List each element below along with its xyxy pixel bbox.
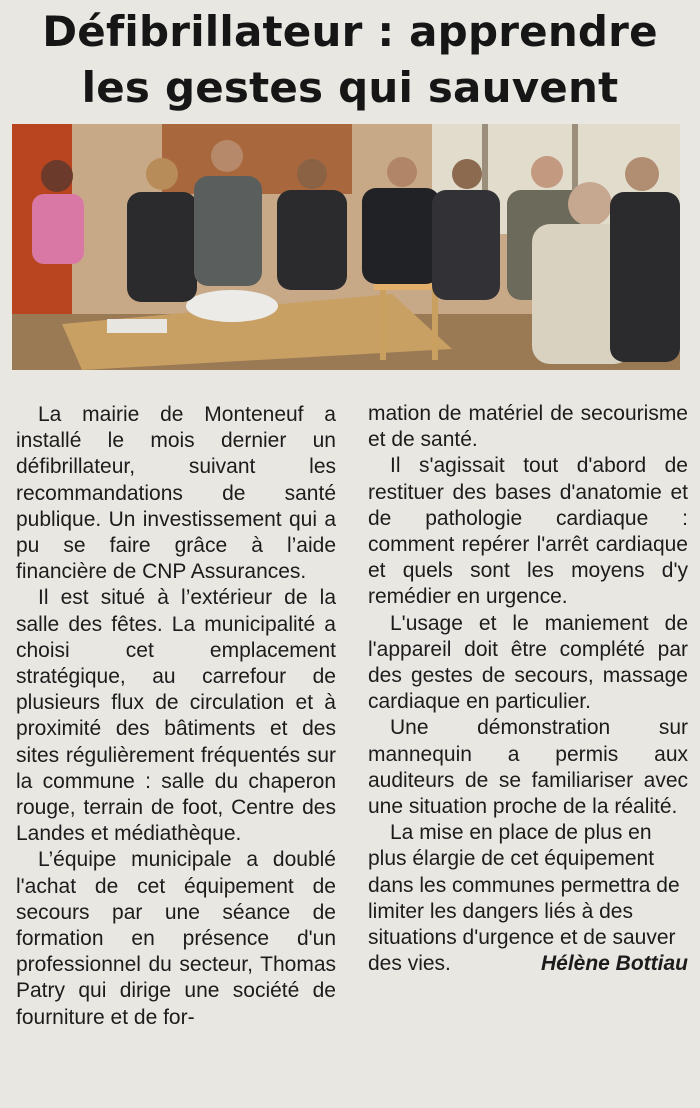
- article-column-left: [16, 402, 336, 1031]
- paragraph: L'usage et le maniement de l'appareil doit être complété par des gestes de secours, massage cardiaque en particulier.: [368, 611, 688, 714]
- paragraph: Une démonstration sur mannequin a permis aux auditeurs de se familiariser avec une situation proche de la réalité.: [368, 716, 688, 819]
- paragraph: L’équipe municipale a doublé l'achat de cet équipement de secours par une séance de formation en présence d'un professionnel du secteur, Thomas Patry qui dirige une société de fourniture et de for-: [16, 848, 336, 1029]
- paragraph-text: La mise en place de plus en plus élargie de cet équipement dans les communes permettra de limiter les dangers liés à des situations d'urgence et de sauver des vies.: [368, 821, 680, 976]
- article-photo: [12, 124, 680, 370]
- photo-group-of-people-in-room-icon: [12, 124, 680, 370]
- paragraph-continuation: mation de matériel de secourisme et de santé.: [368, 402, 688, 452]
- article-headline: [0, 4, 700, 116]
- paragraph: Il est situé à l’extérieur de la salle des fêtes. La municipalité a choisi cet emplacement stratégique, au carrefour de plusieurs flux de circulation et à proximité des bâtiments et des sites régulièrement fréquentés sur la commune : salle du chaperon rouge, terrain de foot, Centre des Landes et médiathèque.: [16, 586, 336, 846]
- paragraph: Il s'agissait tout d'abord de restituer des bases d'anatomie et de pathologie cardiaque : comment repérer l'arrêt cardiaque et quels sont les moyens d'y remédier en urgence.: [368, 454, 688, 609]
- author-signature: Hélène Bottiau: [540, 952, 688, 976]
- headline-line-2: les gestes qui sauvent: [81, 63, 619, 112]
- article-column-right: [368, 401, 688, 977]
- final-paragraph: [368, 820, 688, 977]
- headline-line-1: Défibrillateur : apprendre: [42, 7, 658, 56]
- paragraph: La mairie de Monteneuf a installé le mois dernier un défibrillateur, suivant les recommandations de santé publique. Un investissement qui a pu se faire grâce à l’aide financière de CNP Assurances.: [16, 403, 336, 584]
